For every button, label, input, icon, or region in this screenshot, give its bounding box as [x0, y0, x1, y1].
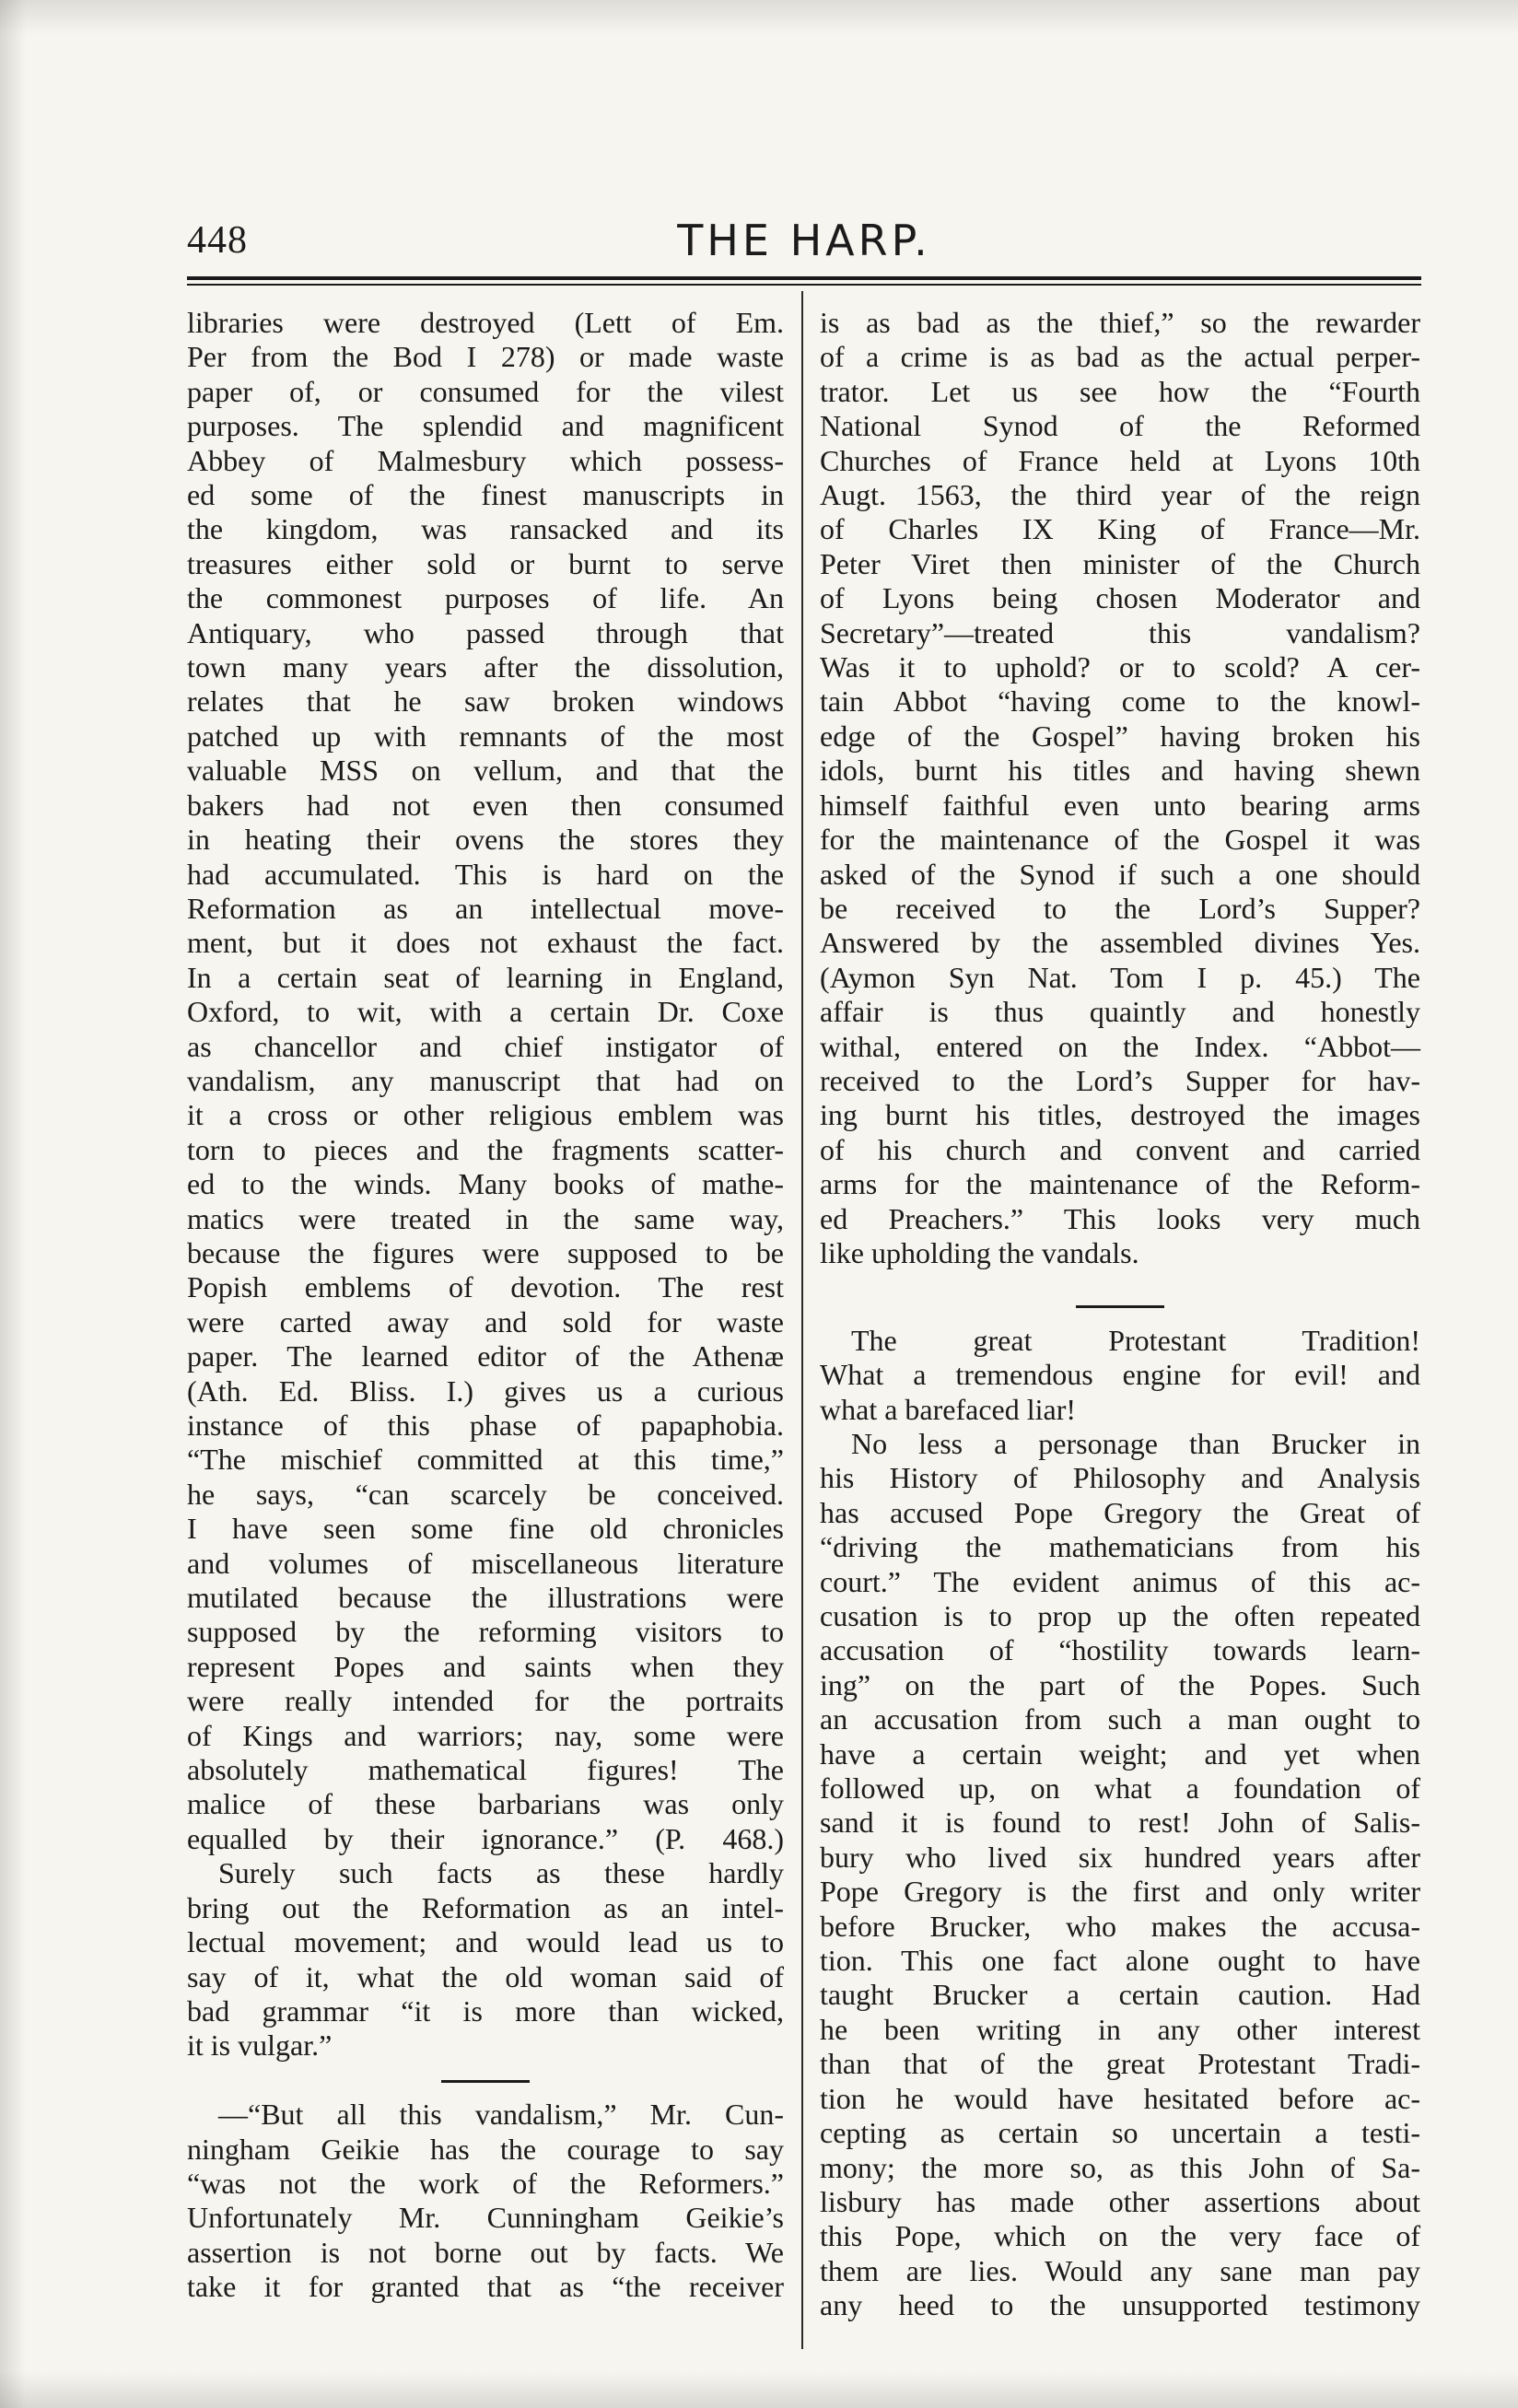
text-line: bakers had not even then consumed: [187, 788, 784, 822]
page-header: [187, 214, 1421, 269]
text-line: any heed to the unsupported testimony: [820, 2288, 1420, 2322]
text-line: equalled by their ignorance.” (P. 468.): [187, 1821, 784, 1855]
text-line: matics were treated in the same way,: [187, 1201, 784, 1235]
text-line: affair is thus quaintly and honestly: [820, 995, 1420, 1029]
text-line: them are lies. Would any sane man pay: [820, 2253, 1420, 2287]
right-column: [820, 306, 1420, 2323]
text-line: court.” The evident animus of this ac-: [820, 1564, 1420, 1598]
text-line: for the maintenance of the Gospel it was: [820, 823, 1420, 857]
text-line: and volumes of miscellaneous literature: [187, 1546, 784, 1580]
text-line: Surely such facts as these hardly: [218, 1856, 784, 1890]
text-line: supposed by the reforming visitors to: [187, 1615, 784, 1649]
text-line: he says, “can scarcely be conceived.: [187, 1477, 784, 1511]
text-line: tain Abbot “having come to the knowl-: [820, 684, 1420, 719]
text-line: ningham Geikie has the courage to say: [187, 2132, 784, 2166]
text-line: (Aymon Syn Nat. Tom I p. 45.) The: [820, 960, 1420, 994]
text-line: say of it, what the old woman said of: [187, 1959, 784, 1993]
page-edge-shadow-left: [0, 0, 26, 2408]
page-number: 448: [187, 219, 248, 262]
text-line: of Kings and warriors; nay, some were: [187, 1718, 784, 1752]
text-line: of Charles IX King of France—Mr.: [820, 512, 1420, 546]
text-line: Pope Gregory is the first and only writer: [820, 1875, 1420, 1909]
text-line: of a crime is as bad as the actual perper-: [820, 340, 1420, 374]
text-line: “The mischief committed at this time,”: [187, 1443, 784, 1477]
text-line: sand it is found to rest! John of Salis-: [820, 1806, 1420, 1840]
text-line: Was it to uphold? or to scold? A cer-: [820, 650, 1420, 684]
text-line: tion he would have hesitated before ac-: [820, 2081, 1420, 2115]
text-line: represent Popes and saints when they: [187, 1649, 784, 1683]
text-line: his History of Philosophy and Analysis: [820, 1461, 1420, 1495]
left-column-continuation: [187, 2098, 784, 2304]
right-column-body: [820, 306, 1420, 1270]
text-line: valuable MSS on vellum, and that the: [187, 754, 784, 788]
text-line: he been writing in any other interest: [820, 2012, 1420, 2046]
text-line: ed some of the finest manuscripts in: [187, 478, 784, 512]
text-line: the commonest purposes of life. An: [187, 581, 784, 615]
text-line: Augt. 1563, the third year of the reign: [820, 478, 1420, 512]
text-line: relates that he saw broken windows: [187, 684, 784, 719]
text-line: Popish emblems of devotion. The rest: [187, 1270, 784, 1304]
text-line: lisbury has made other assertions about: [820, 2184, 1420, 2218]
text-line: —“But all this vandalism,” Mr. Cun-: [218, 2098, 784, 2132]
left-column: [187, 306, 784, 2305]
text-line: withal, entered on the Index. “Abbot—: [820, 1029, 1420, 1063]
text-line: arms for the maintenance of the Reform-: [820, 1167, 1420, 1201]
text-line: instance of this phase of papaphobia.: [187, 1409, 784, 1442]
text-line: ing burnt his titles, destroyed the images: [820, 1098, 1420, 1132]
text-line: himself faithful even unto bearing arms: [820, 788, 1420, 822]
text-line: Oxford, to wit, with a certain Dr. Coxe: [187, 995, 784, 1029]
text-line: accusation of “hostility towards learn-: [820, 1633, 1420, 1667]
text-line: ed Preachers.” This looks very much: [820, 1201, 1420, 1235]
page-edge-shadow-top: [0, 0, 1518, 35]
text-line: bury who lived six hundred years after: [820, 1840, 1420, 1874]
text-line: has accused Pope Gregory the Great of: [820, 1495, 1420, 1529]
text-line: this Pope, which on the very face of: [820, 2219, 1420, 2253]
text-line: No less a personage than Brucker in: [851, 1426, 1420, 1460]
section-rule: [820, 1289, 1420, 1323]
text-line: paper of, or consumed for the vilest: [187, 374, 784, 408]
text-line: torn to pieces and the fragments scatter-: [187, 1132, 784, 1166]
text-line: Peter Viret then minister of the Church: [820, 546, 1420, 580]
text-line: “driving the mathematicians from his: [820, 1530, 1420, 1564]
text-line: idols, burnt his titles and having shewn: [820, 754, 1420, 788]
text-line: edge of the Gospel” having broken his: [820, 719, 1420, 753]
text-line: like upholding the vandals.: [820, 1235, 1139, 1269]
text-line: what a barefaced liar!: [820, 1392, 1077, 1426]
text-line: were really intended for the portraits: [187, 1684, 784, 1718]
text-line: purposes. The splendid and magnificent: [187, 409, 784, 443]
text-line: of his church and convent and carried: [820, 1132, 1420, 1166]
text-line: ing” on the part of the Popes. Such: [820, 1667, 1420, 1701]
text-line: In a certain seat of learning in England,: [187, 960, 784, 994]
text-line: Answered by the assembled divines Yes.: [820, 926, 1420, 960]
text-line: lectual movement; and would lead us to: [187, 1925, 784, 1959]
text-line: followed up, on what a foundation of: [820, 1771, 1420, 1806]
text-line: vandalism, any manuscript that had on: [187, 1063, 784, 1097]
text-line: received to the Lord’s Supper for hav-: [820, 1063, 1420, 1097]
text-line: had accumulated. This is hard on the: [187, 857, 784, 891]
text-line: malice of these barbarians was only: [187, 1787, 784, 1821]
text-line: Reformation as an intellectual move-: [187, 891, 784, 925]
text-line: the kingdom, was ransacked and its: [187, 512, 784, 546]
text-line: an accusation from such a man ought to: [820, 1702, 1420, 1736]
running-title: THE HARP.: [677, 216, 931, 265]
section-rule: [187, 2063, 784, 2098]
text-line: (Ath. Ed. Bliss. I.) gives us a curious: [187, 1373, 784, 1408]
text-line: treasures either sold or burnt to serve: [187, 546, 784, 580]
text-line: it is vulgar.”: [187, 2028, 333, 2063]
header-rule-thin: [187, 284, 1421, 286]
text-line: cepting as certain so uncertain a testi-: [820, 2116, 1420, 2150]
text-line: were carted away and sold for waste: [187, 1304, 784, 1338]
text-line: bad grammar “it is more than wicked,: [187, 1993, 784, 2028]
text-line: libraries were destroyed (Lett of Em.: [187, 306, 784, 339]
text-line: tion. This one fact alone ought to have: [820, 1944, 1420, 1978]
text-line: National Synod of the Reformed: [820, 409, 1420, 443]
text-line: is as bad as the thief,” so the rewarder: [820, 306, 1420, 339]
text-line: before Brucker, who makes the accusa-: [820, 1909, 1420, 1943]
text-line: taught Brucker a certain caution. Had: [820, 1978, 1420, 2012]
text-line: town many years after the dissolution,: [187, 650, 784, 684]
text-line: absolutely mathematical figures! The: [187, 1753, 784, 1787]
text-line: because the figures were supposed to be: [187, 1235, 784, 1269]
text-line: trator. Let us see how the “Fourth: [820, 374, 1420, 408]
text-line: patched up with remnants of the most: [187, 719, 784, 753]
text-line: be received to the Lord’s Supper?: [820, 891, 1420, 925]
text-line: The great Protestant Tradition!: [851, 1323, 1420, 1357]
text-line: Unfortunately Mr. Cunningham Geikie’s: [187, 2201, 784, 2235]
text-line: as chancellor and chief instigator of: [187, 1029, 784, 1063]
text-line: bring out the Reformation as an intel-: [187, 1890, 784, 1924]
text-line: I have seen some fine old chronicles: [187, 1512, 784, 1546]
text-line: it a cross or other religious emblem was: [187, 1098, 784, 1132]
text-line: “was not the work of the Reformers.”: [187, 2166, 784, 2200]
text-line: have a certain weight; and yet when: [820, 1736, 1420, 1771]
text-line: take it for granted that as “the receiver: [187, 2270, 784, 2304]
text-line: asked of the Synod if such a one should: [820, 857, 1420, 891]
header-rule-thick: [187, 276, 1421, 280]
text-line: ed to the winds. Many books of mathe-: [187, 1167, 784, 1201]
text-line: What a tremendous engine for evil! and: [820, 1358, 1420, 1392]
text-line: in heating their ovens the stores they: [187, 823, 784, 857]
text-line: cusation is to prop up the often repeated: [820, 1599, 1420, 1633]
text-line: Per from the Bod I 278) or made waste: [187, 340, 784, 374]
text-line: mutilated because the illustrations were: [187, 1581, 784, 1615]
text-line: mony; the more so, as this John of Sa-: [820, 2150, 1420, 2184]
column-divider: [801, 291, 803, 2349]
text-line: Secretary”—treated this vandalism?: [820, 615, 1420, 649]
text-line: of Lyons being chosen Moderator and: [820, 581, 1420, 615]
text-line: ment, but it does not exhaust the fact.: [187, 926, 784, 960]
page-edge-shadow-bottom: [0, 2371, 1518, 2408]
text-line: paper. The learned editor of the Athenæ: [187, 1339, 784, 1373]
text-line: Churches of France held at Lyons 10th: [820, 443, 1420, 477]
text-line: assertion is not borne out by facts. We: [187, 2235, 784, 2269]
right-column-continuation: [820, 1324, 1420, 2323]
text-line: than that of the great Protestant Tradi-: [820, 2047, 1420, 2081]
left-column-body: [187, 306, 784, 2063]
text-line: Antiquary, who passed through that: [187, 615, 784, 649]
text-line: Abbey of Malmesbury which possess-: [187, 443, 784, 477]
